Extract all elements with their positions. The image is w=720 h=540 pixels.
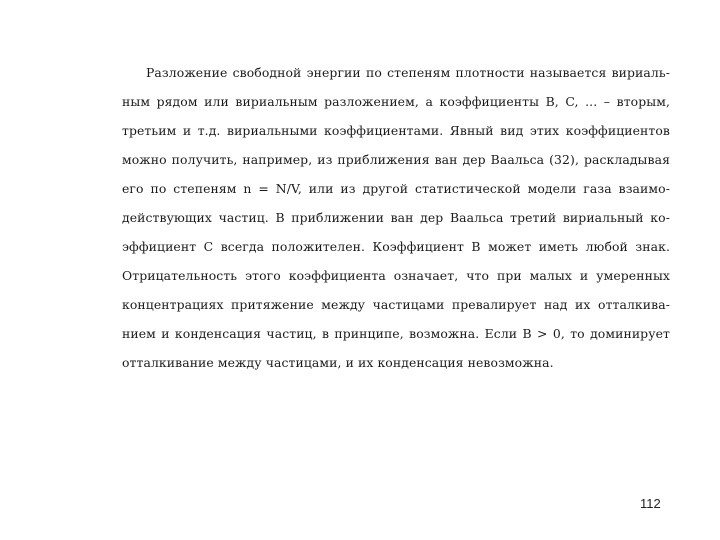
text-line-8: Отрицательность этого коэффициента означает, что при малых и умеренных — [122, 268, 670, 283]
text-line-2: ным рядом или вириальным разложением, а коэффициенты B, C, ... – вторым, — [122, 94, 670, 109]
text-line-7: эффициент C всегда положителен. Коэффициент B может иметь любой знак. — [122, 239, 670, 254]
text-line-11: отталкивание между частицами, и их конденсация невозможна. — [122, 355, 554, 370]
text-line-5: его по степеням n = N/V, или из другой статистической модели газа взаимо- — [122, 181, 670, 196]
text-line-4: можно получить, например, из приближения ван дер Ваальса (32), раскладывая — [122, 152, 670, 167]
page-number: 112 — [640, 496, 661, 511]
text-line-9: концентрациях притяжение между частицами превалирует над их отталкива- — [122, 297, 670, 312]
text-line-1: Разложение свободной энергии по степеням плотности называется вириаль- — [146, 65, 670, 80]
text-line-6: действующих частиц. В приближении ван дер Ваальса третий вириальный ко- — [122, 210, 670, 225]
text-line-10: нием и конденсация частиц, в принципе, возможна. Если B > 0, то доминирует — [122, 326, 670, 341]
text-line-3: третьим и т.д. вириальными коэффициентами. Явный вид этих коэффициентов — [122, 123, 670, 138]
